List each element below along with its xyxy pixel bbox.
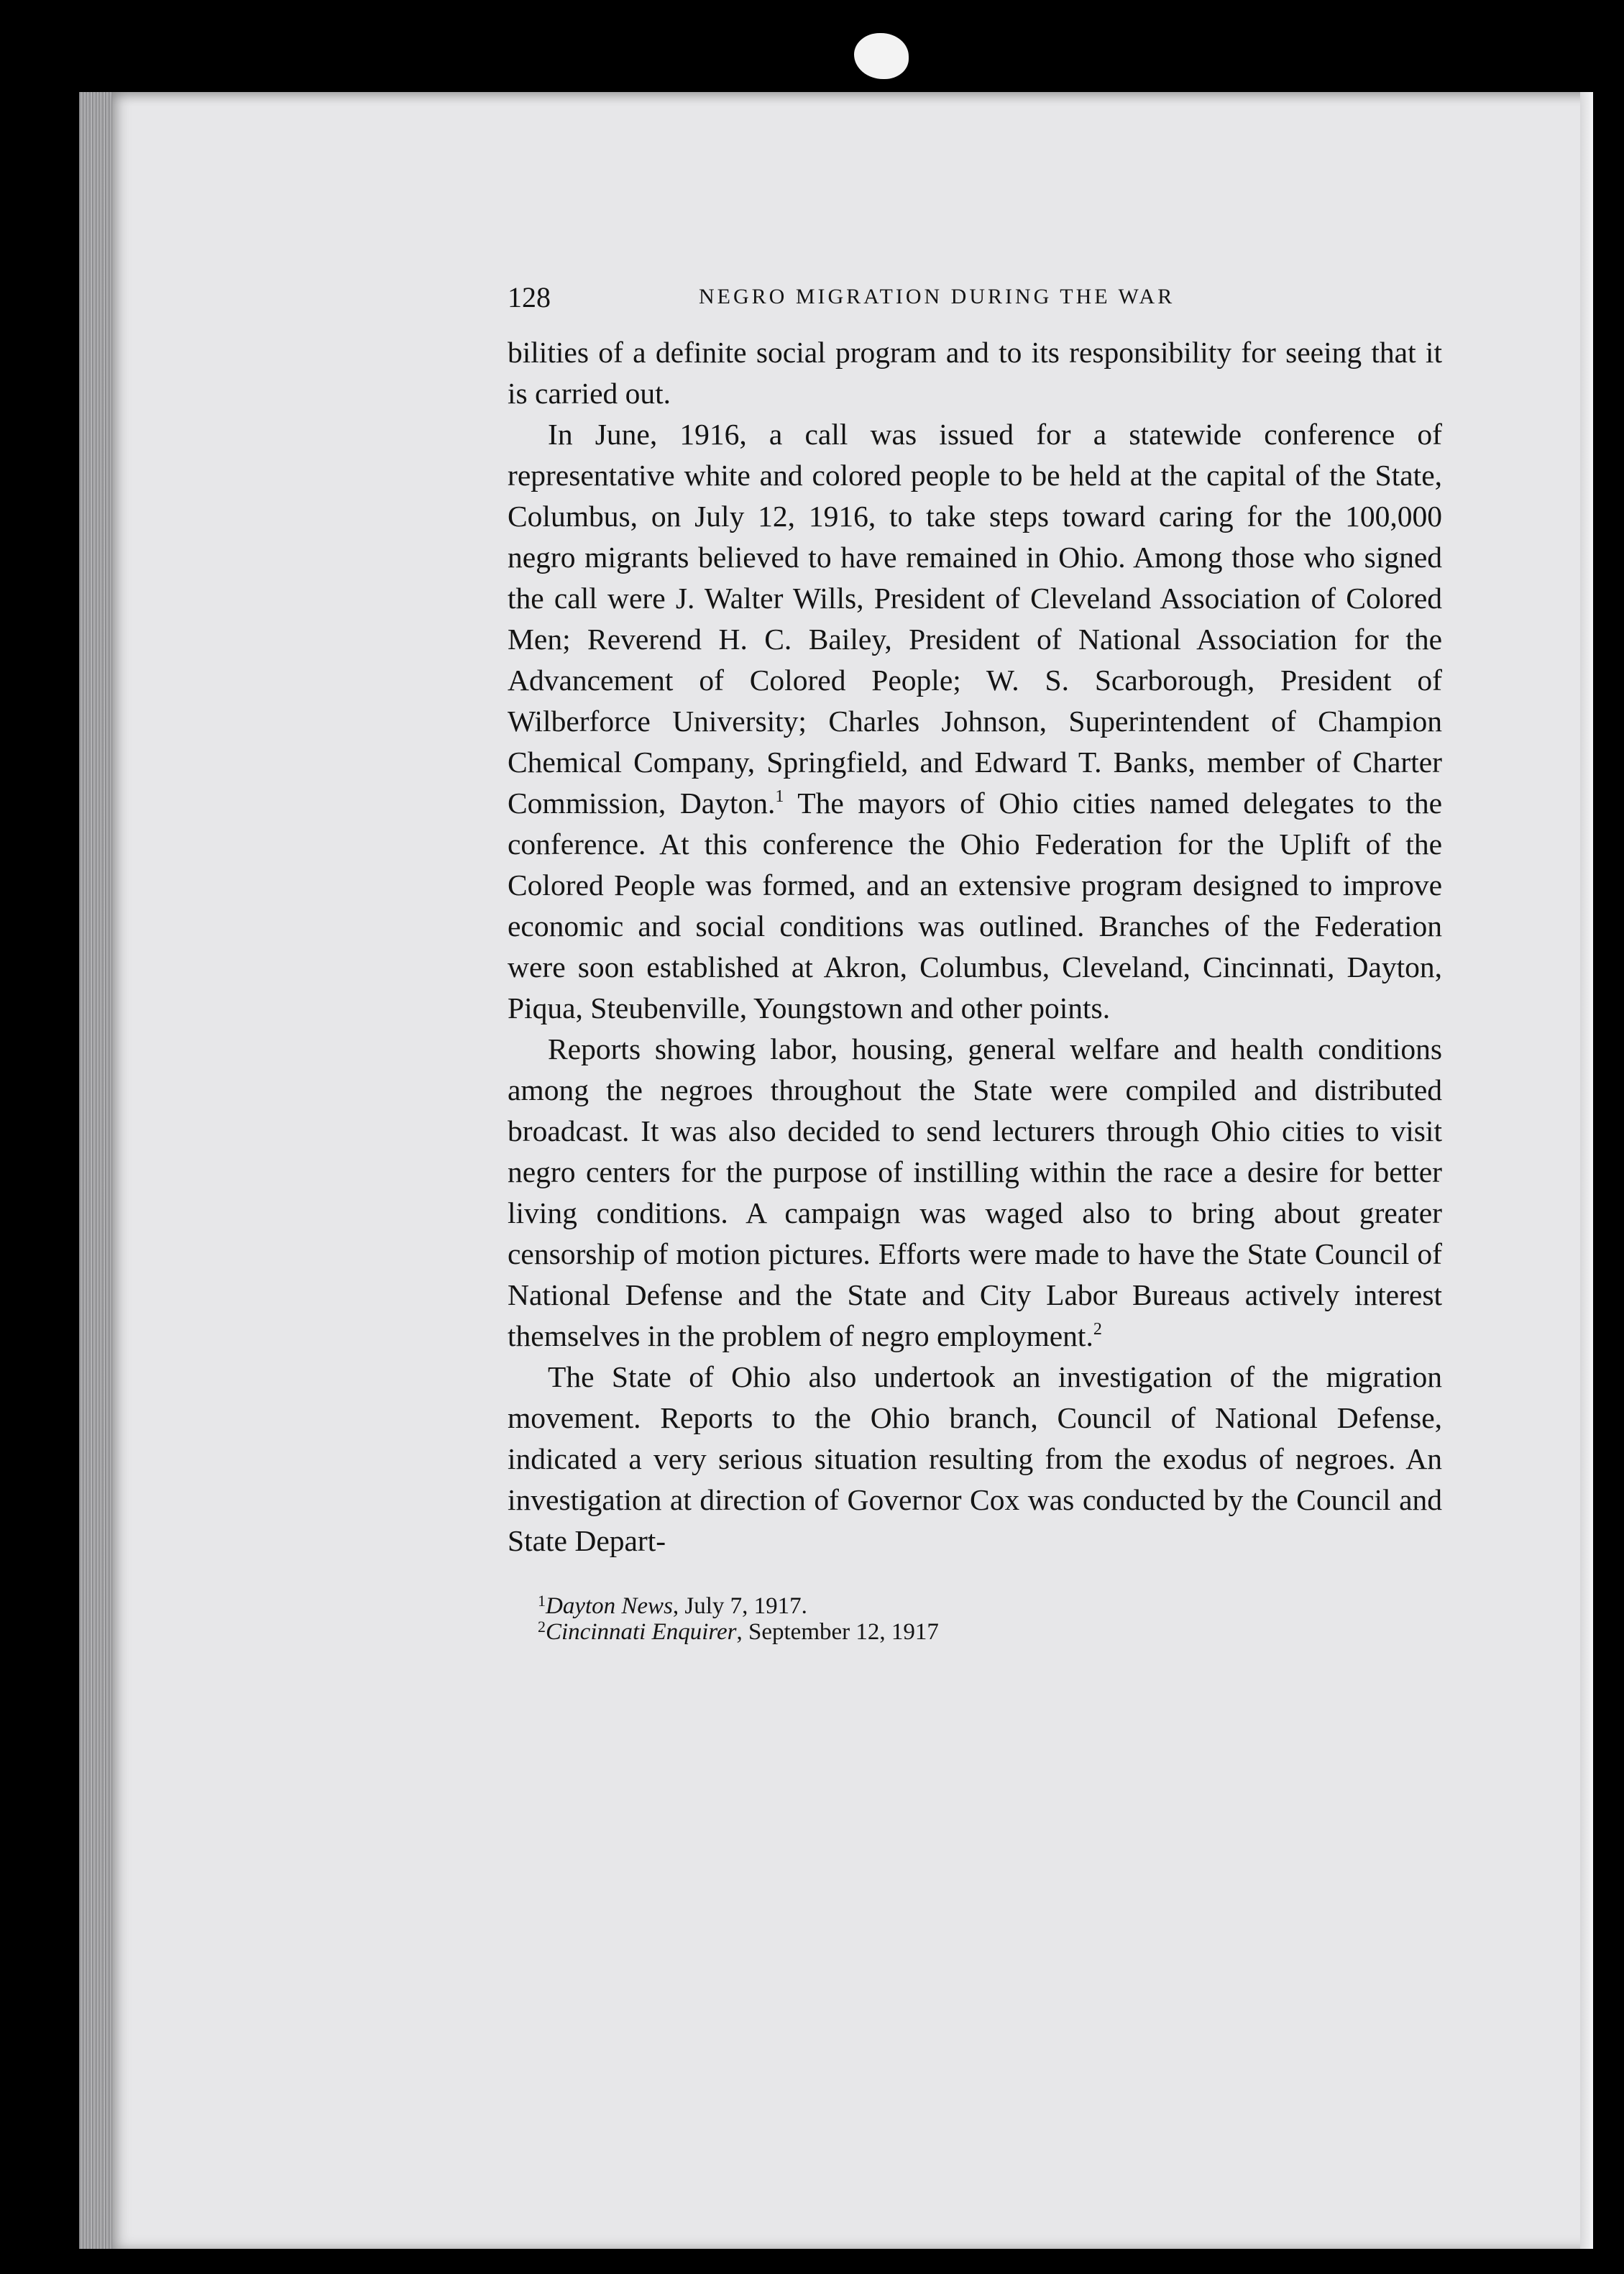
- body-text: [508, 332, 1442, 1562]
- footnote-detail: , September 12, 1917: [736, 1619, 939, 1645]
- page-text-block: [508, 280, 1442, 1645]
- footnote-2: [538, 1619, 1442, 1645]
- footnote-reference: 2: [1093, 1320, 1102, 1339]
- footnotes: [508, 1593, 1442, 1645]
- paragraph-text: bilities of a definite social program and to its responsibility for seeing that it is carried out.: [508, 336, 1442, 410]
- running-title: NEGRO MIGRATION DURING THE WAR: [699, 285, 1175, 308]
- footnote-source: Dayton News: [546, 1593, 673, 1619]
- running-head: [508, 280, 1442, 321]
- footnote-reference: 1: [775, 787, 784, 806]
- footnote-source: Cincinnati Enquirer: [546, 1619, 737, 1645]
- paragraph-text: In June, 1916, a call was issued for a statewide conference of representative white and colored people to be held at the capital of the State, Columbus, on July 12, 1916, to take steps toward caring for the 100,000 negro migrants believed to have remained in Ohio. Among those who signed the call were J. Walter Wills, President of Cleveland Association of Colored Men; Reverend H. C. Bailey, President of National Association for the Advancement of Colored People; W. S. Scarborough, President of Wilberforce University; Charles Johnson, Superintendent of Champion Chemical Company, Springfield, and Edward T. Banks, member of Charter Commission, Dayton.: [508, 418, 1442, 820]
- paragraph-statewide-conference: [508, 414, 1442, 1029]
- paragraph-text: Reports showing labor, housing, general welfare and health conditions among the negroes throughout the State were compiled and distributed broadcast. It was also decided to send lecturers through Ohio cities to visit negro centers for the purpose of instilling within the race a desire for better living conditions. A campaign was waged also to bring about greater censorship of motion pictures. Efforts were made to have the State Council of National Defense and the State and City Labor Bureaus actively interest themselves in the problem of negro employment.: [508, 1032, 1442, 1352]
- footnote-marker: 2: [538, 1618, 546, 1636]
- paragraph-reports: [508, 1029, 1442, 1357]
- paragraph-text: The State of Ohio also undertook an investigation of the migration movement. Reports to the Ohio branch, Council of National Defense, indicated a very serious situation resulting from the exodus of negroes. An investigation at direction of Governor Cox was conducted by the Council and State Depart-: [508, 1360, 1442, 1557]
- paragraph-state-investigation: [508, 1357, 1442, 1562]
- footnote-detail: , July 7, 1917.: [672, 1593, 807, 1619]
- paragraph-text-after-note: The mayors of Ohio cities named delegates to the conference. At this conference the Ohio Federation for the Uplift of the Colored People was formed, and an extensive program designed to improve economic and social conditions was outlined. Branches of the Federation were soon established at Akron, Columbus, Cleveland, Cincinnati, Dayton, Piqua, Steubenville, Youngstown and other points.: [508, 787, 1442, 1024]
- footnote-1: [538, 1593, 1442, 1619]
- paragraph-continued: [508, 332, 1442, 414]
- footnote-marker: 1: [538, 1592, 546, 1610]
- page-number: 128: [508, 281, 551, 313]
- paper-blot: [854, 33, 909, 79]
